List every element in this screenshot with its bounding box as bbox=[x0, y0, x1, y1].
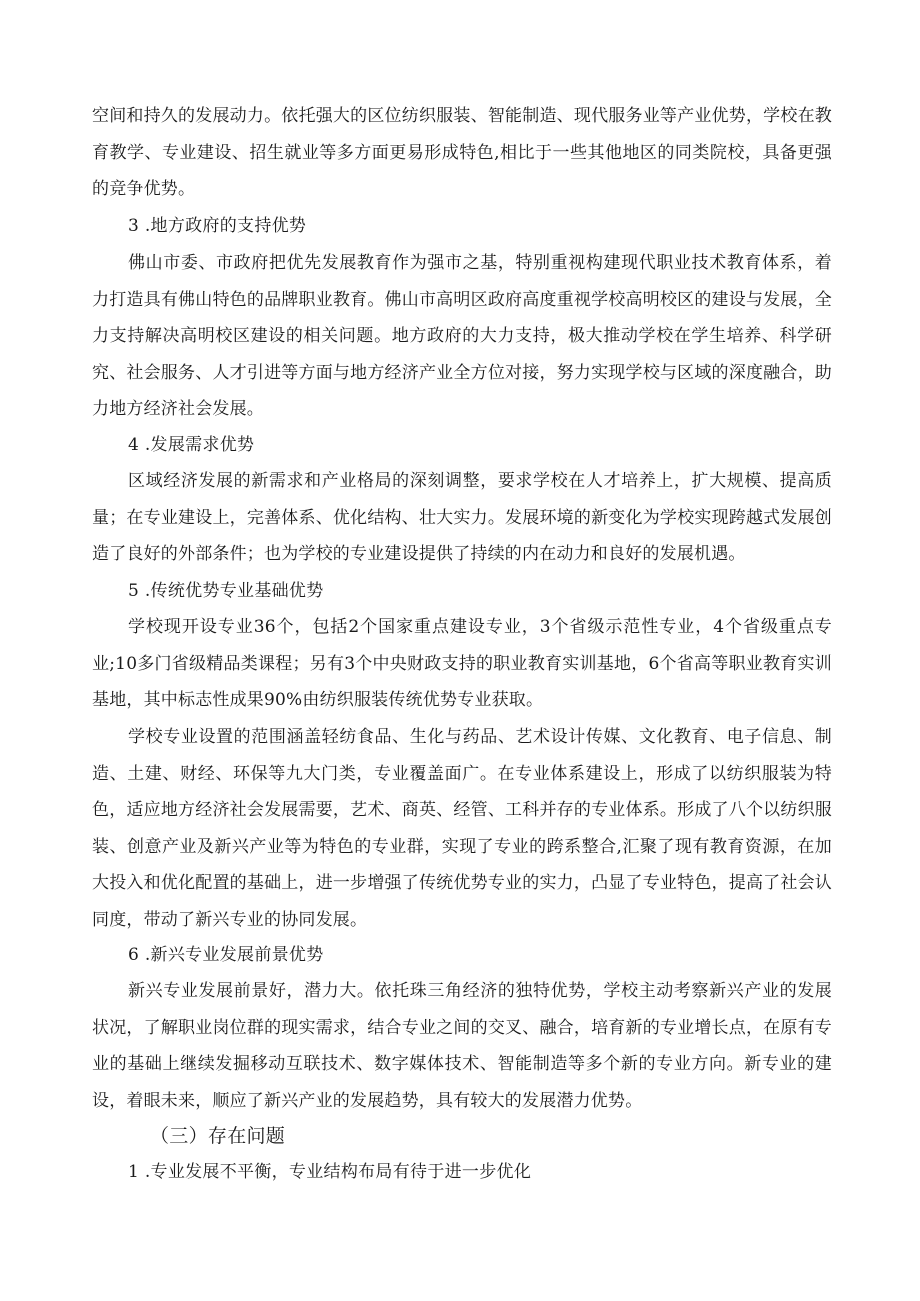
heading-emerging-majors: 6 .新兴专业发展前景优势 bbox=[128, 945, 324, 965]
paragraph-traditional-majors-scope: 学校专业设置的范围涵盖轻纺食品、生化与药品、艺术设计传媒、文化教育、电子信息、制造、土建、财经、环保等九大门类，专业覆盖面广。在专业体系建设上，形成了以纺织服装为特色，适应地方经济社会发展需要，艺术、商英、经管、工科并存的专业体系。形成了八个以纺织服装、创意产业及新兴产业等为特色的专业群，实现了专业的跨系整合,汇聚了现有教育资源，在加大投入和优化配置的基础上，进一步增强了传统优势专业的实力，凸显了专业特色，提高了社会认同度，带动了新兴专业的协同发展。 bbox=[92, 727, 832, 930]
paragraph-traditional-majors-count: 学校现开设专业36个，包括2个国家重点建设专业，3个省级示范性专业，4个省级重点专业;10多门省级精品类课程；另有3个中央财政支持的职业教育实训基地，6个省高等职业教育实训基地，其中标志性成果90%由纺织服装传统优势专业获取。 bbox=[92, 617, 832, 710]
heading-development-demand: 4 .发展需求优势 bbox=[128, 435, 255, 455]
paragraph-local-government-support: 佛山市委、市政府把优先发展教育作为强市之基，特别重视构建现代职业技术教育体系，着力打造具有佛山特色的品牌职业教育。佛山市高明区政府高度重视学校高明校区的建设与发展，全力支持解决高明校区建设的相关问题。地方政府的大力支持，极大推动学校在学生培养、科学研究、社会服务、人才引进等方面与地方经济产业全方位对接，努力实现学校与区域的深度融合，助力地方经济社会发展。 bbox=[92, 253, 832, 419]
section-heading-existing-problems: （三）存在问题 bbox=[150, 1125, 286, 1147]
paragraph-intro: 空间和持久的发展动力。依托强大的区位纺织服装、智能制造、现代服务业等产业优势，学校在教育教学、专业建设、招生就业等多方面更易形成特色,相比于一些其他地区的同类院校，具备更强的竞争优势。 bbox=[92, 106, 832, 199]
paragraph-development-demand: 区域经济发展的新需求和产业格局的深刻调整，要求学校在人才培养上，扩大规模、提高质量；在专业建设上，完善体系、优化结构、壮大实力。发展环境的新变化为学校实现跨越式发展创造了良好的外部条件；也为学校的专业建设提供了持续的内在动力和良好的发展机遇。 bbox=[92, 471, 832, 564]
heading-local-government-support: 3 .地方政府的支持优势 bbox=[128, 216, 307, 236]
paragraph-emerging-majors: 新兴专业发展前景好，潜力大。依托珠三角经济的独特优势，学校主动考察新兴产业的发展状况，了解职业岗位群的现实需求，结合专业之间的交叉、融合，培育新的专业增长点，在原有专业的基础上继续发掘移动互联技术、数字媒体技术、智能制造等多个新的专业方向。新专业的建设，着眼未来，顺应了新兴产业的发展趋势，具有较大的发展潜力优势。 bbox=[92, 981, 832, 1111]
heading-unbalanced-majors: 1 .专业发展不平衡，专业结构布局有待于进一步优化 bbox=[128, 1162, 532, 1182]
heading-traditional-majors: 5 .传统优势专业基础优势 bbox=[128, 581, 324, 601]
